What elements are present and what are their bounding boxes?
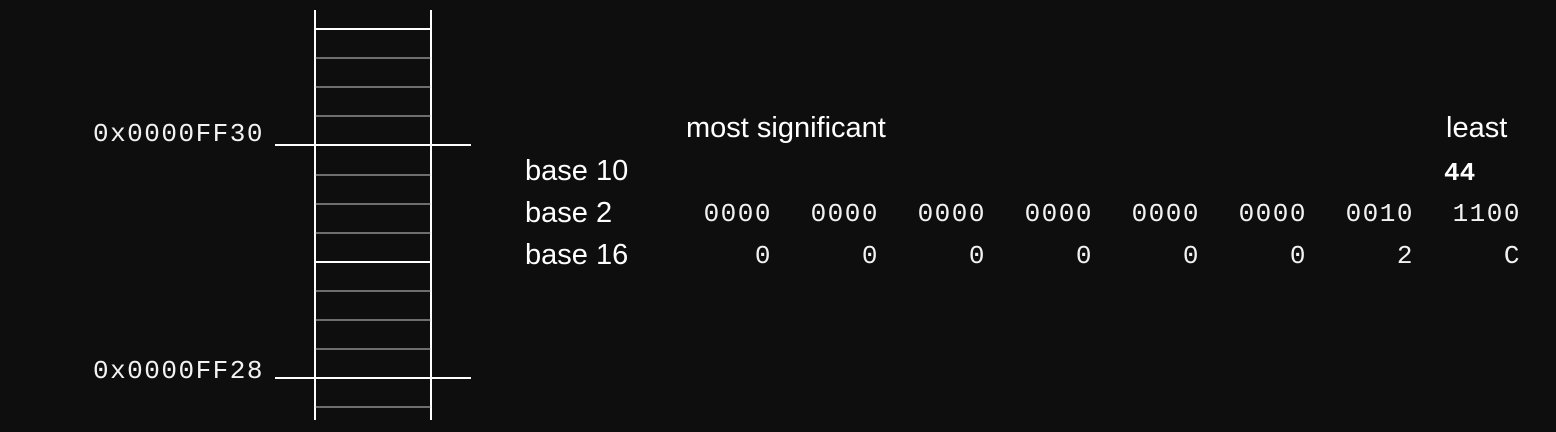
header-most-significant: most significant (686, 112, 886, 144)
base2-cell: 0010 (1345, 199, 1414, 229)
memory-ladder (275, 10, 471, 420)
header-least-significant: least (1446, 112, 1508, 144)
base2-cell: 0000 (1024, 199, 1093, 229)
base10-value: 44 (1444, 158, 1476, 188)
base16-cell: 0 (1289, 241, 1307, 271)
base16-cell: 0 (1075, 241, 1093, 271)
base16-cell: 0 (754, 241, 772, 271)
base2-cell: 1100 (1452, 199, 1521, 229)
address-label-high: 0x0000FF30 (92, 119, 264, 149)
row-label-base16: base 16 (525, 239, 629, 271)
base2-cell: 0000 (1238, 199, 1307, 229)
address-label-low: 0x0000FF28 (92, 356, 264, 386)
row-label-base2: base 2 (525, 197, 613, 229)
base2-cell: 0000 (917, 199, 986, 229)
base2-cell: 0000 (703, 199, 772, 229)
base16-cell: 0 (968, 241, 986, 271)
base16-cell: 0 (1182, 241, 1200, 271)
row-label-base10: base 10 (525, 155, 629, 187)
base2-cell: 0000 (810, 199, 879, 229)
base2-cell: 0000 (1131, 199, 1200, 229)
base16-cell: 2 (1396, 241, 1414, 271)
base16-cell: 0 (861, 241, 879, 271)
base16-cell: C (1503, 241, 1521, 271)
